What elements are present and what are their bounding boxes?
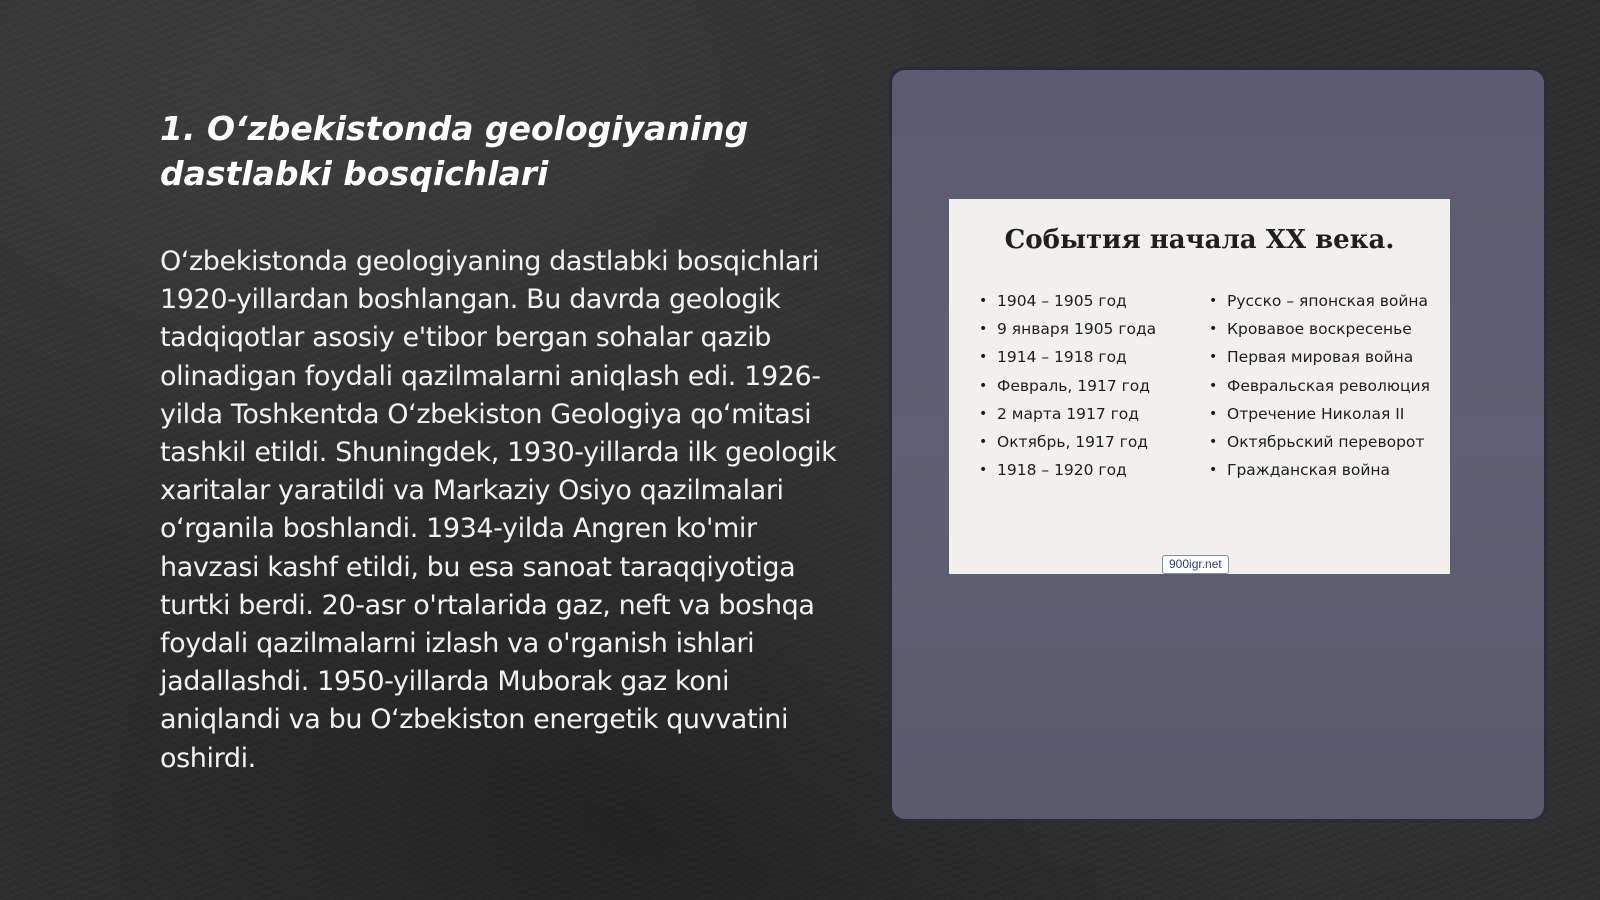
event-date: 1904 – 1905 год — [997, 292, 1127, 310]
list-item — [1209, 372, 1430, 400]
bullet-icon: • — [1209, 405, 1218, 422]
list-item — [979, 456, 1156, 484]
event-name: Первая мировая война — [1227, 348, 1414, 367]
event-name: Русско – японская война — [1227, 292, 1429, 310]
list-item — [979, 428, 1156, 456]
event-date: 1918 – 1920 год — [997, 461, 1127, 480]
bullet-icon: • — [979, 321, 988, 338]
embedded-slide-image — [949, 199, 1450, 574]
event-name: Кровавое воскресенье — [1227, 320, 1412, 339]
list-item — [1209, 400, 1430, 428]
bullet-icon: • — [979, 349, 988, 366]
bullet-icon: • — [1209, 433, 1218, 450]
list-item — [1209, 456, 1430, 484]
bullet-icon: • — [1209, 462, 1218, 479]
bullet-icon: • — [1209, 293, 1218, 309]
list-item — [979, 343, 1156, 371]
bullet-icon: • — [1209, 349, 1218, 366]
event-date: 1914 – 1918 год — [997, 348, 1127, 367]
event-date: Октябрь, 1917 год — [997, 432, 1149, 451]
bullet-icon: • — [1209, 377, 1218, 394]
list-item — [1209, 343, 1430, 371]
bullet-icon: • — [979, 433, 988, 450]
slide-title: 1. O‘zbekistonda geologiyaning dastlabki bosqichlari — [160, 109, 749, 193]
event-name: Гражданская война — [1227, 461, 1391, 480]
event-names-list — [1209, 287, 1430, 484]
list-item — [979, 287, 1156, 315]
event-date: 2 марта 1917 год — [997, 404, 1139, 423]
bullet-icon: • — [979, 377, 988, 394]
list-item — [979, 372, 1156, 400]
list-item — [1209, 287, 1430, 315]
bullet-icon: • — [979, 405, 988, 422]
list-item — [979, 315, 1156, 343]
list-item — [1209, 315, 1430, 343]
event-dates-list — [979, 287, 1156, 484]
slide-body-text: O‘zbekistonda geologiyaning dastlabki bosqichlari 1920-yillardan boshlangan. Bu davrda geologik tadqiqotlar asosiy e'tibor bergan sohalar qazib olinadigan foydali qazilmalarni aniqlash edi. 1926-yilda Toshkentda O‘zbekiston Geologiya qo‘mitasi tashkil etildi. Shuningdek, 1930-yillarda ilk geologik xaritalar yaratildi va Markaziy Osiyo qazilmalari o‘rganila boshlandi. 1934-yilda Angren ko'mir havzasi kashf etildi, bu esa sanoat taraqqiyotiga turtki berdi. 20-asr o'rtalarida gaz, neft va boshqa foydali qazilmalarni izlash va o'rganish ishlari jadallashdi. 1950-yillarda Muborak gaz koni aniqlandi va bu O‘zbekiston energetik quvvatini oshirdi. — [160, 246, 837, 774]
bullet-icon: • — [979, 462, 988, 479]
event-date: Февраль, 1917 год — [997, 376, 1150, 395]
bullet-icon: • — [1209, 321, 1218, 338]
event-name: Февральская революция — [1227, 376, 1430, 395]
event-name: Октябрьский переворот — [1227, 432, 1425, 451]
event-date: 9 января 1905 года — [997, 320, 1157, 339]
list-item — [1209, 428, 1430, 456]
event-name: Отречение Николая II — [1227, 404, 1405, 423]
watermark-label: 900igr.net — [1162, 555, 1229, 574]
list-item — [979, 400, 1156, 428]
embedded-slide-title: События начала XX века. — [1004, 225, 1395, 255]
bullet-icon: • — [979, 293, 988, 309]
